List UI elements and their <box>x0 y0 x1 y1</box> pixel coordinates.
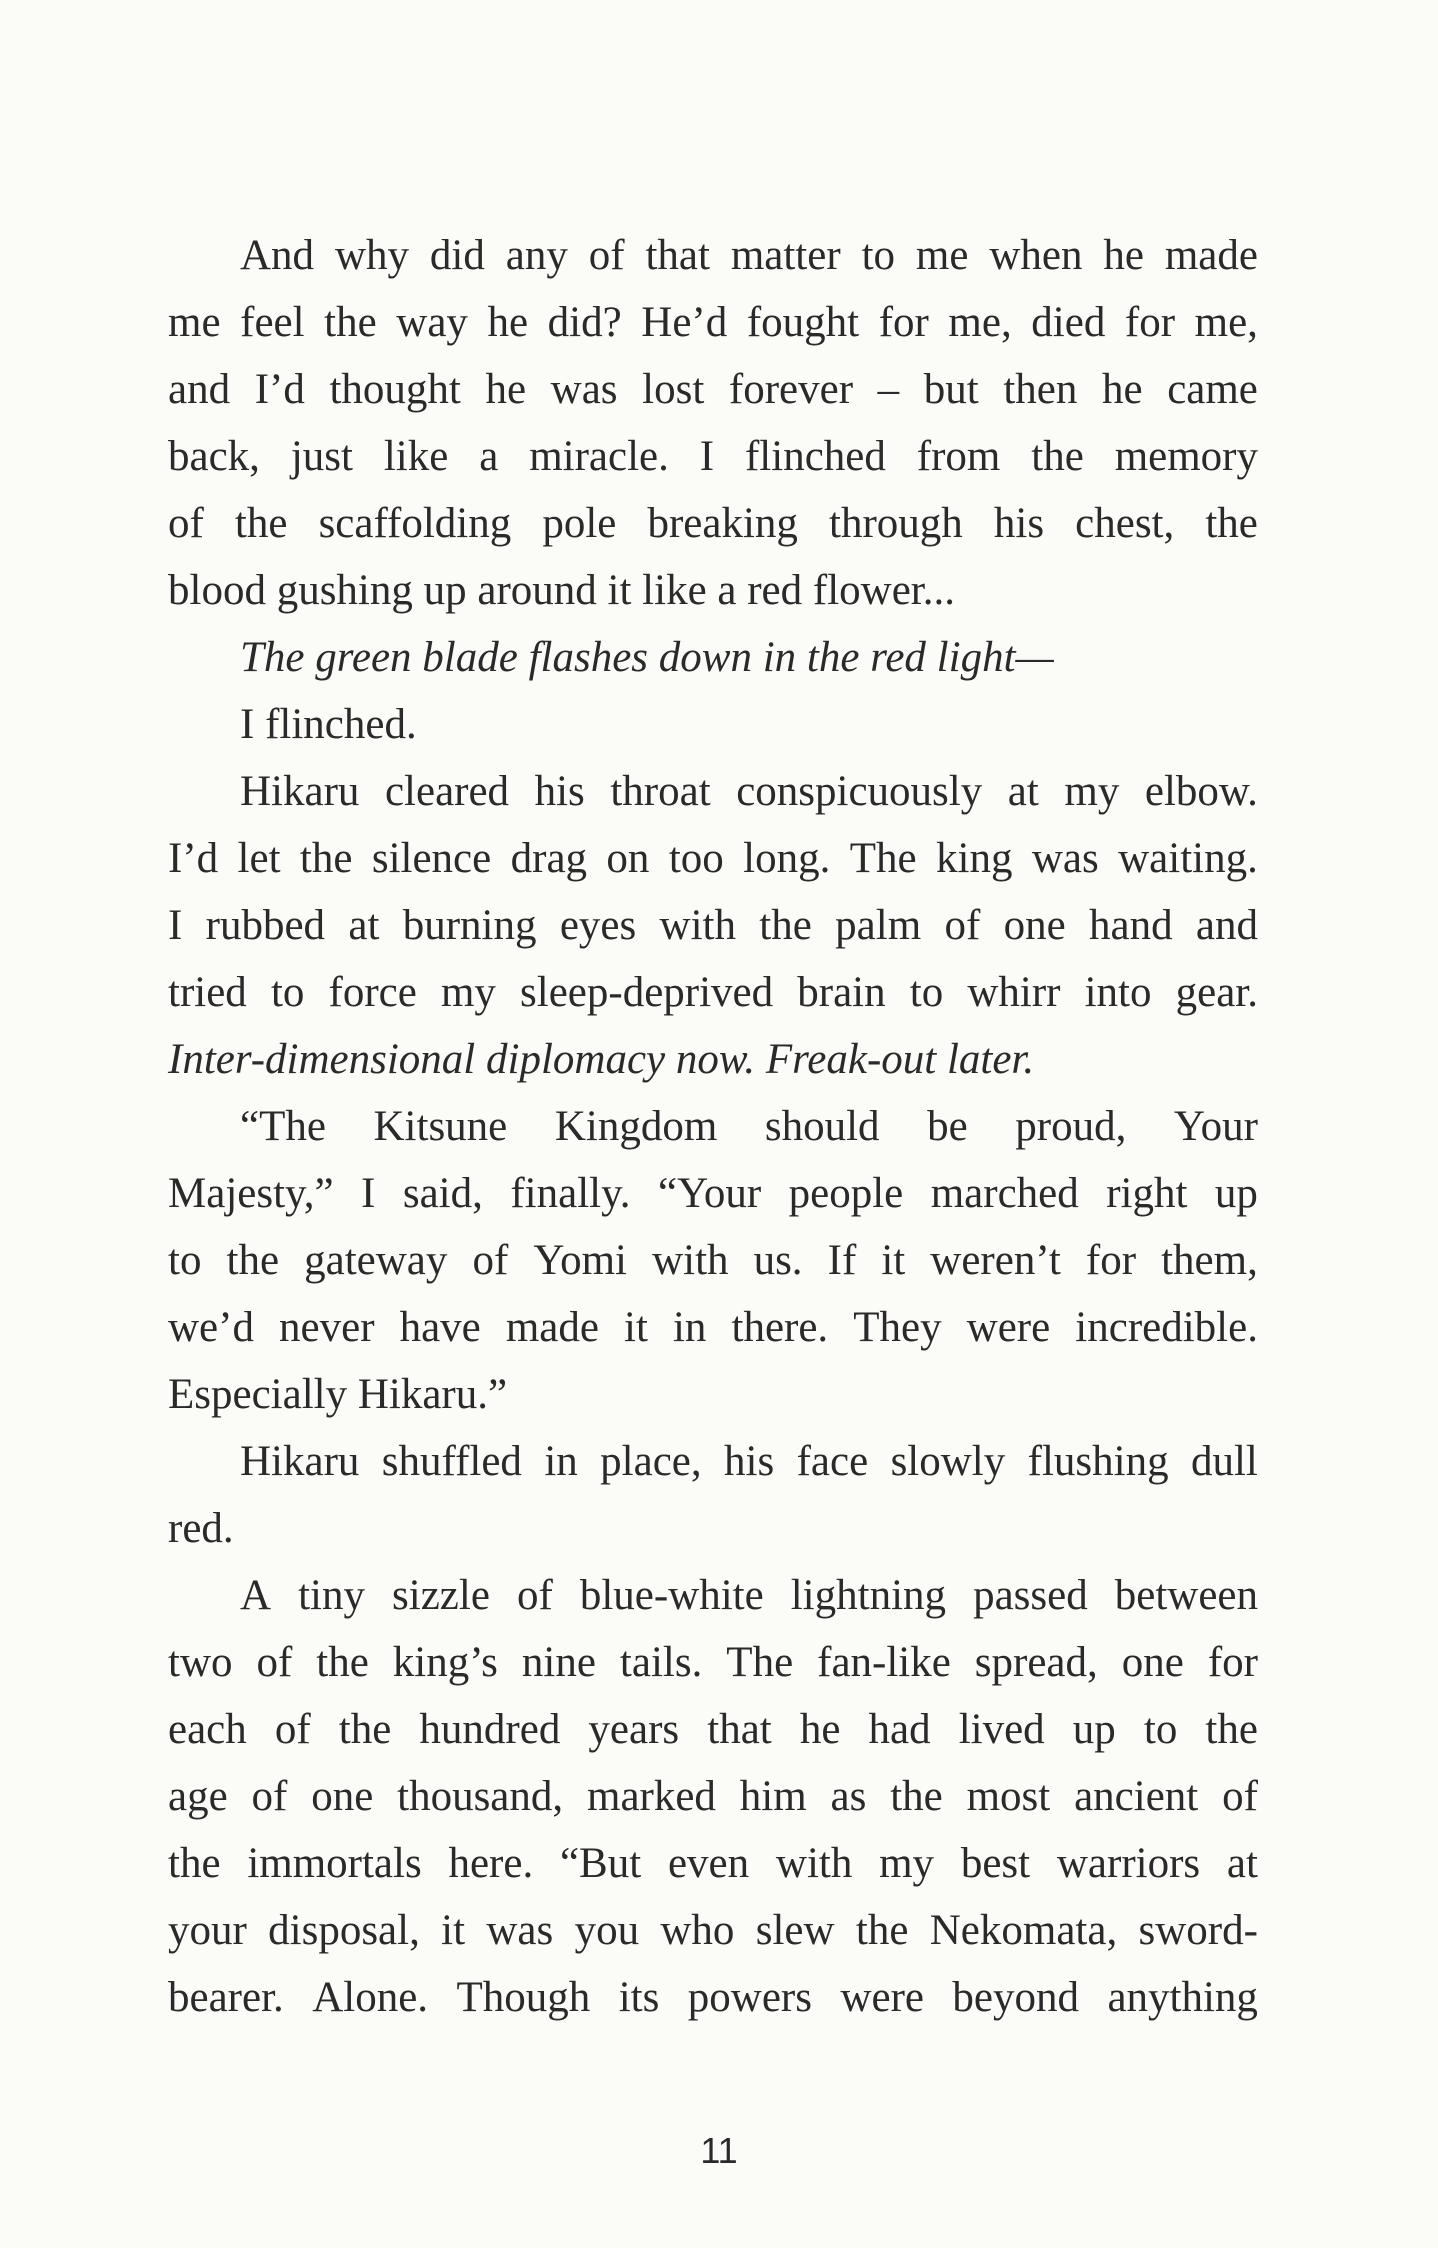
word: face <box>796 1438 869 1485</box>
word: one <box>311 1773 374 1820</box>
word: on <box>606 835 650 882</box>
word: you <box>574 1907 640 1954</box>
word: even <box>667 1840 750 1887</box>
word: chest, <box>1075 500 1175 547</box>
line-text: Inter-dimensional diplomacy now. Freak-out later. <box>168 1036 1035 1083</box>
word: elbow. <box>1144 768 1258 815</box>
word: me <box>168 299 221 346</box>
word: be <box>927 1103 968 1150</box>
word: flushing <box>1027 1438 1169 1485</box>
word: of <box>944 902 981 949</box>
word: my <box>1064 768 1120 815</box>
word: A <box>240 1572 272 1619</box>
text-line <box>168 557 1258 624</box>
word: back, <box>168 433 260 480</box>
word: whirr <box>967 969 1061 1016</box>
word: a <box>479 433 499 480</box>
word: “Your <box>658 1170 762 1217</box>
word: its <box>618 1974 660 2021</box>
word: we’d <box>168 1304 254 1351</box>
line-text: I flinched. <box>240 701 417 748</box>
word: slowly <box>890 1438 1006 1485</box>
word: proud, <box>1015 1103 1127 1150</box>
word: did <box>429 232 485 279</box>
word: passed <box>973 1572 1088 1619</box>
word: I’d <box>254 366 305 413</box>
word: that <box>707 1706 772 1753</box>
word: to <box>909 969 944 1016</box>
word: it <box>441 1907 466 1954</box>
word: spread, <box>974 1639 1098 1686</box>
word: he <box>487 299 529 346</box>
word: brain <box>797 969 886 1016</box>
word: sizzle <box>392 1572 490 1619</box>
word: should <box>764 1103 880 1150</box>
word: with <box>775 1840 853 1887</box>
text-line <box>168 1562 1258 1629</box>
word: your <box>168 1907 247 1954</box>
word: lived <box>958 1706 1045 1753</box>
word: the <box>1205 500 1258 547</box>
word: Nekomata, <box>929 1907 1118 1954</box>
word: here. <box>448 1840 534 1887</box>
word: bearer. <box>168 1974 284 2021</box>
word: up <box>1072 1706 1116 1753</box>
word: his <box>534 768 585 815</box>
text-line <box>168 1964 1258 2031</box>
word: at <box>1007 768 1039 815</box>
text-line <box>168 356 1258 423</box>
word: powers <box>687 1974 812 2021</box>
word: were <box>840 1974 924 2021</box>
word: that <box>645 232 710 279</box>
word: to <box>1143 1706 1178 1753</box>
word: of <box>472 1237 509 1284</box>
word: eyes <box>559 902 637 949</box>
word: They <box>853 1304 942 1351</box>
text-line <box>168 691 1258 758</box>
word: gateway <box>304 1237 448 1284</box>
word: drag <box>510 835 588 882</box>
word: I <box>168 902 183 949</box>
text-line <box>168 959 1258 1026</box>
word: the <box>338 1706 392 1753</box>
word: as <box>830 1773 867 1820</box>
text-line <box>168 1495 1258 1562</box>
word: hand <box>1089 902 1173 949</box>
word: I <box>699 433 715 480</box>
word: his <box>993 500 1045 547</box>
word: was <box>550 366 618 413</box>
word: burning <box>402 902 537 949</box>
word: of <box>274 1706 311 1753</box>
word: pole <box>542 500 617 547</box>
word: lost <box>642 366 705 413</box>
word: shuffled <box>381 1438 522 1485</box>
word: me, <box>948 299 1012 346</box>
word: he <box>1103 232 1144 279</box>
word: Your <box>1173 1103 1258 1150</box>
word: he <box>485 366 527 413</box>
word: he <box>1101 366 1143 413</box>
word: memory <box>1114 433 1258 480</box>
word: most <box>966 1773 1051 1820</box>
word: never <box>279 1304 375 1351</box>
word: to <box>270 969 305 1016</box>
word: at <box>1226 1840 1258 1887</box>
word: I’d <box>168 835 219 882</box>
word: and <box>1195 902 1258 949</box>
text-line <box>168 1696 1258 1763</box>
word: it <box>881 1237 906 1284</box>
text-line <box>168 1763 1258 1830</box>
word: between <box>1114 1572 1258 1619</box>
word: scaffolding <box>318 500 512 547</box>
word: of <box>256 1639 293 1686</box>
word: “The <box>240 1103 326 1150</box>
word: Kingdom <box>554 1103 718 1150</box>
word: flinched <box>744 433 886 480</box>
word: The <box>849 835 917 882</box>
word: warriors <box>1056 1840 1201 1887</box>
word: king <box>936 835 1013 882</box>
word: fought <box>746 299 860 346</box>
word: had <box>868 1706 931 1753</box>
word: through <box>829 500 963 547</box>
word: lightning <box>790 1572 947 1619</box>
word: it <box>624 1304 648 1351</box>
word: the <box>1031 433 1084 480</box>
word: dull <box>1190 1438 1258 1485</box>
line-text: red. <box>168 1505 234 1552</box>
word: of <box>1222 1773 1258 1820</box>
word: Majesty,” <box>168 1170 334 1217</box>
word: them, <box>1161 1237 1258 1284</box>
word: of <box>251 1773 288 1820</box>
word: for <box>878 299 929 346</box>
word: matter <box>730 232 841 279</box>
word: thousand, <box>397 1773 564 1820</box>
text-line <box>168 892 1258 959</box>
word: for <box>1207 1639 1258 1686</box>
word: the <box>234 500 288 547</box>
word: but <box>923 366 979 413</box>
word: throat <box>610 768 711 815</box>
word: years <box>588 1706 680 1753</box>
word: hundred <box>419 1706 561 1753</box>
word: fan-like <box>817 1639 951 1686</box>
word: sword- <box>1138 1907 1258 1954</box>
text-line <box>168 1361 1258 1428</box>
word: from <box>916 433 1001 480</box>
line-text: blood gushing up around it like a red flower... <box>168 567 955 614</box>
word: the <box>1205 1706 1258 1753</box>
word: his <box>724 1438 775 1485</box>
word: slew <box>755 1907 835 1954</box>
word: in <box>544 1438 578 1485</box>
word: right <box>1106 1170 1188 1217</box>
word: my <box>440 969 496 1016</box>
word: died <box>1031 299 1106 346</box>
word: cleared <box>384 768 510 815</box>
word: then <box>1003 366 1078 413</box>
word: any <box>505 232 568 279</box>
word: I <box>361 1170 376 1217</box>
word: waiting. <box>1118 835 1258 882</box>
word: rubbed <box>205 902 326 949</box>
word: and <box>168 366 231 413</box>
word: tried <box>168 969 247 1016</box>
word: gear. <box>1175 969 1258 1016</box>
line-text: The green blade flashes down in the red light— <box>240 634 1054 681</box>
word: the <box>890 1773 943 1820</box>
word: was <box>1031 835 1099 882</box>
word: in <box>672 1304 707 1351</box>
text-line <box>168 490 1258 557</box>
text-line <box>168 1294 1258 1361</box>
text-line <box>168 624 1258 691</box>
word: king’s <box>392 1639 498 1686</box>
word: too <box>668 835 724 882</box>
word: thought <box>329 366 461 413</box>
word: conspicuously <box>736 768 983 815</box>
word: best <box>960 1840 1031 1887</box>
word: the <box>316 1639 369 1686</box>
word: feel <box>240 299 305 346</box>
word: each <box>168 1706 247 1753</box>
word: me, <box>1194 299 1258 346</box>
word: made <box>505 1304 599 1351</box>
word: of <box>588 232 625 279</box>
word: Hikaru <box>240 768 360 815</box>
word: marched <box>930 1170 1079 1217</box>
word: silence <box>371 835 492 882</box>
word: finally. <box>510 1170 631 1217</box>
word: people <box>788 1170 904 1217</box>
word: miracle. <box>529 433 669 480</box>
word: forever <box>728 366 854 413</box>
text-line <box>168 289 1258 356</box>
word: Hikaru <box>240 1438 360 1485</box>
word: Though <box>456 1974 591 2021</box>
page-number: 11 <box>700 2130 738 2171</box>
word: us. <box>753 1237 803 1284</box>
line-text: Especially Hikaru.” <box>168 1371 508 1418</box>
word: If <box>827 1237 857 1284</box>
text-line <box>168 1026 1258 1093</box>
word: let <box>237 835 281 882</box>
word: at <box>348 902 380 949</box>
word: tails. <box>619 1639 703 1686</box>
word: anything <box>1107 1974 1258 2021</box>
word: The <box>726 1639 794 1686</box>
word: beyond <box>952 1974 1080 2021</box>
word: did? <box>547 299 622 346</box>
word: sleep-deprived <box>520 969 774 1016</box>
word: he <box>799 1706 841 1753</box>
word: incredible. <box>1075 1304 1258 1351</box>
text-line <box>168 1160 1258 1227</box>
text-line <box>168 1629 1258 1696</box>
text-line <box>168 1227 1258 1294</box>
word: ancient <box>1074 1773 1199 1820</box>
word: to <box>861 232 896 279</box>
word: like <box>383 433 449 480</box>
word: said, <box>402 1170 483 1217</box>
text-line <box>168 758 1258 825</box>
text-line <box>168 1897 1258 1964</box>
word: place, <box>600 1438 702 1485</box>
word: why <box>334 232 410 279</box>
text-line <box>168 222 1258 289</box>
word: have <box>399 1304 481 1351</box>
word: “But <box>559 1840 642 1887</box>
word: Yomi <box>533 1237 627 1284</box>
word: weren’t <box>930 1237 1061 1284</box>
word: tiny <box>298 1572 365 1619</box>
word: breaking <box>647 500 798 547</box>
word: there. <box>731 1304 829 1351</box>
word: palm <box>835 902 922 949</box>
word: disposal, <box>268 1907 420 1954</box>
page-body <box>168 222 1258 2031</box>
word: when <box>989 232 1083 279</box>
word: way <box>396 299 468 346</box>
word: of <box>516 1572 553 1619</box>
word: the <box>168 1840 221 1887</box>
word: made <box>1164 232 1258 279</box>
word: my <box>879 1840 935 1887</box>
word: was <box>486 1907 554 1954</box>
word: the <box>324 299 377 346</box>
word: immortals <box>247 1840 422 1887</box>
word: age <box>168 1773 228 1820</box>
word: up <box>1214 1170 1258 1217</box>
word: him <box>739 1773 807 1820</box>
word: were <box>966 1304 1051 1351</box>
text-line <box>168 1428 1258 1495</box>
word: He’d <box>641 299 728 346</box>
word: one <box>1003 902 1066 949</box>
word: who <box>660 1907 735 1954</box>
word: of <box>168 500 204 547</box>
word: the <box>299 835 353 882</box>
word: with <box>652 1237 729 1284</box>
word: And <box>240 232 315 279</box>
word: force <box>328 969 417 1016</box>
word: with <box>659 902 736 949</box>
word: came <box>1167 366 1258 413</box>
word: – <box>877 366 900 413</box>
word: Kitsune <box>373 1103 508 1150</box>
word: two <box>168 1639 233 1686</box>
word: the <box>855 1907 909 1954</box>
word: for <box>1124 299 1176 346</box>
word: into <box>1084 969 1152 1016</box>
word: the <box>226 1237 280 1284</box>
word: nine <box>521 1639 596 1686</box>
word: for <box>1085 1237 1137 1284</box>
word: long. <box>743 835 831 882</box>
word: one <box>1121 1639 1184 1686</box>
word: Alone. <box>312 1974 429 2021</box>
word: to <box>168 1237 202 1284</box>
word: just <box>290 433 353 480</box>
word: marked <box>587 1773 716 1820</box>
text-line <box>168 825 1258 892</box>
text-line <box>168 1093 1258 1160</box>
text-line <box>168 1830 1258 1897</box>
text-line <box>168 423 1258 490</box>
word: me <box>915 232 969 279</box>
word: blue-white <box>579 1572 764 1619</box>
word: the <box>759 902 812 949</box>
